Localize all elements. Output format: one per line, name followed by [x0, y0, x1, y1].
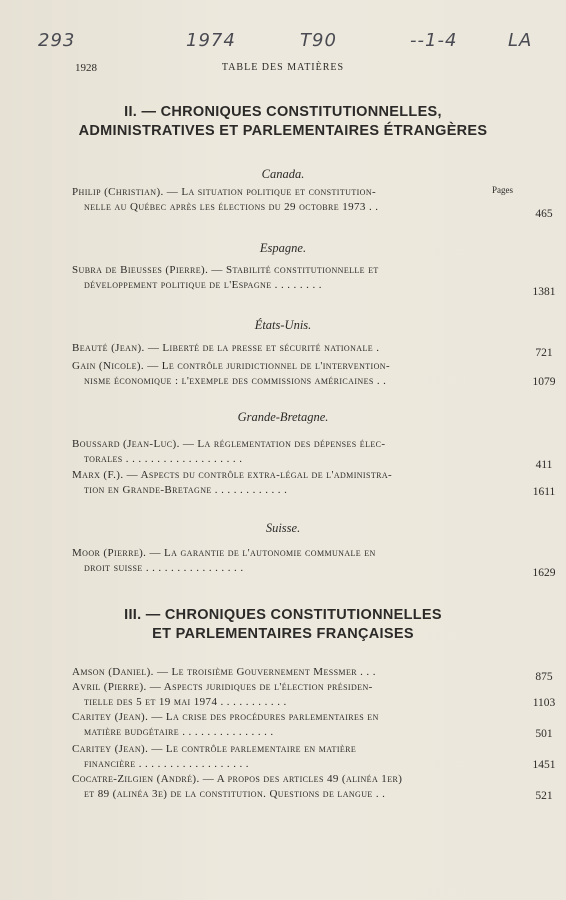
entry-line: Cocatre-Zilgien (André). — A propos des articles 49 (alinéa 1er): [72, 773, 403, 785]
page-number: 465: [535, 208, 553, 220]
section-title: [60, 103, 506, 141]
entry-line: Subra de Bieusses (Pierre). — Stabilité constitutionnelle et: [72, 264, 379, 276]
entry-line: développement politique de l'Espagne . . . . . . . .: [84, 279, 322, 291]
handwritten-annotation: 1974: [186, 30, 236, 51]
toc-entry: [72, 772, 553, 802]
entry-line: nisme économique : l'exemple des commissions américaines . .: [84, 375, 387, 387]
toc-entry: [72, 263, 556, 298]
entry-line: Caritey (Jean). — Le contrôle parlementaire en matière: [72, 743, 357, 755]
entry-line: et 89 (alinéa 3e) de la constitution. Questions de langue . .: [84, 788, 386, 800]
pages-column-label: Pages: [492, 185, 513, 195]
toc-entry: [72, 546, 556, 579]
page-number: 1451: [532, 759, 556, 771]
page-number: 501: [535, 728, 553, 740]
page-number: 721: [535, 347, 553, 359]
handwritten-annotation: --1-4: [410, 30, 458, 51]
section-title: [60, 606, 506, 644]
entry-line: Boussard (Jean-Luc). — La réglementation des dépenses élec-: [72, 438, 386, 450]
entry-line: tielle des 5 et 19 mai 1974 . . . . . . . . . . .: [84, 696, 287, 708]
entry-line: Philip (Christian). — La situation politique et constitution-: [72, 186, 377, 198]
toc-entry: [72, 359, 556, 389]
entry-line: tion en Grande-Bretagne . . . . . . . . . . . .: [84, 484, 288, 496]
entry-line: torales . . . . . . . . . . . . . . . . . . .: [84, 453, 243, 465]
page-folio: 1928: [75, 62, 97, 74]
country-heading: Canada.: [261, 167, 305, 181]
toc-entry: [72, 341, 553, 359]
running-head: [75, 62, 491, 78]
country-heading: Grande-Bretagne.: [237, 410, 329, 424]
section-title-line: ADMINISTRATIVES ET PARLEMENTAIRES ÉTRANGÈRES: [78, 123, 488, 139]
section-title-line: II. — CHRONIQUES CONSTITUTIONNELLES,: [124, 104, 442, 120]
toc-entry: [72, 665, 553, 683]
handwritten-annotation: T90: [300, 30, 337, 51]
entry-line: matière budgétaire . . . . . . . . . . . . . . .: [84, 726, 274, 738]
handwritten-annotation: LA: [508, 30, 533, 51]
page-number: 411: [535, 459, 553, 471]
toc-entry: [72, 680, 556, 710]
page-number: 1381: [532, 286, 556, 298]
toc-entry: [72, 468, 556, 498]
running-title: TABLE DES MATIÈRES: [221, 62, 345, 73]
page-number: 1629: [532, 567, 556, 579]
entry-line: nelle au Québec après les élections du 29 octobre 1973 . .: [84, 201, 379, 213]
toc-entry: [72, 742, 556, 772]
page-number: 1103: [532, 697, 556, 709]
entry-line: Caritey (Jean). — La crise des procédures parlementaires en: [72, 711, 379, 723]
entry-line: Beauté (Jean). — Liberté de la presse et sécurité nationale .: [72, 342, 380, 354]
section-title-line: III. — CHRONIQUES CONSTITUTIONNELLES: [124, 607, 442, 623]
country-heading: Suisse.: [265, 521, 301, 535]
page-number: 1611: [532, 486, 556, 498]
entry-line: financière . . . . . . . . . . . . . . . . . .: [84, 758, 249, 770]
country-heading: États-Unis.: [254, 318, 312, 332]
entry-line: Amson (Daniel). — Le troisième Gouvernement Messmer . . .: [72, 666, 376, 678]
country-heading: Espagne.: [259, 241, 307, 255]
entry-line: Moor (Pierre). — La garantie de l'autonomie communale en: [72, 547, 376, 559]
toc-entry: [72, 710, 553, 740]
entry-line: Marx (F.). — Aspects du contrôle extra-légal de l'administra-: [72, 469, 393, 481]
page-number: 521: [535, 790, 553, 802]
entry-line: Gain (Nicole). — Le contrôle juridictionnel de l'intervention-: [72, 360, 391, 372]
toc-entry: [72, 437, 553, 471]
page-number: 875: [535, 671, 553, 683]
section-title-line: ET PARLEMENTAIRES FRANÇAISES: [152, 626, 414, 642]
entry-line: droit suisse . . . . . . . . . . . . . . . .: [84, 562, 244, 574]
handwritten-annotation: 293: [38, 30, 76, 51]
entry-line: Avril (Pierre). — Aspects juridiques de l'élection présiden-: [72, 681, 373, 693]
page-number: 1079: [532, 376, 556, 388]
